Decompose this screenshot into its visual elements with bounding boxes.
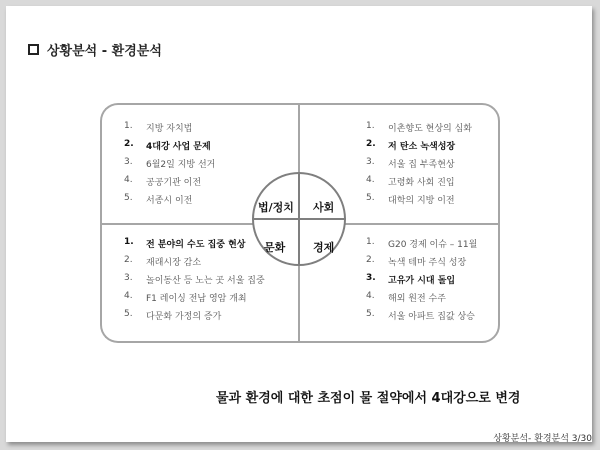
headline: 물과 환경에 대한 초점이 물 절약에서 4대강으로 변경 bbox=[216, 391, 521, 406]
slide-title-text: 상황분석 - 환경분석 bbox=[47, 44, 162, 59]
circle-divider-vertical bbox=[298, 172, 300, 266]
list-item: 3. 놀이동산 등 노는 곳 서울 집중 bbox=[124, 273, 265, 286]
list-economy bbox=[366, 237, 477, 327]
list-item: 1. 전 분야의 수도 집중 현상 bbox=[124, 237, 246, 250]
circle-label-society: 사회 bbox=[313, 201, 335, 214]
list-item: 3. 6월2일 지방 선거 bbox=[124, 157, 216, 170]
slide-title bbox=[28, 40, 162, 59]
list-item: 4. 고령화 사회 진입 bbox=[366, 175, 455, 188]
list-item: 2. 저 탄소 녹색성장 bbox=[366, 139, 456, 152]
circle-label-economy: 경제 bbox=[313, 241, 335, 254]
list-item: 2. 4대강 사업 문제 bbox=[124, 139, 211, 152]
list-item: 1. 이촌향도 현상의 심화 bbox=[366, 121, 472, 134]
list-politics bbox=[124, 121, 215, 211]
list-item: 4. 해외 원전 수주 bbox=[366, 291, 446, 304]
list-item: 1. 지방 자치법 bbox=[124, 121, 193, 134]
list-item: 5. 다문화 가정의 증가 bbox=[124, 309, 222, 322]
circle-label-politics: 법/정치 bbox=[258, 201, 294, 214]
footer-page-label: 상황분석- 환경분석 3/30 bbox=[493, 434, 592, 444]
list-item: 4. 공공기관 이전 bbox=[124, 175, 202, 188]
list-item: 1. G20 경제 이슈 – 11월 bbox=[366, 237, 478, 250]
list-item: 5. 대학의 지방 이전 bbox=[366, 193, 455, 206]
list-item: 5. 서종시 이전 bbox=[124, 193, 193, 206]
circle-label-culture: 문화 bbox=[264, 241, 286, 254]
square-bullet-icon bbox=[28, 44, 39, 55]
list-item: 3. 고유가 시대 돌입 bbox=[366, 273, 456, 286]
list-item: 3. 서울 집 부족현상 bbox=[366, 157, 455, 170]
list-item: 4. F1 레이싱 전남 영암 개최 bbox=[124, 291, 247, 304]
list-item: 5. 서울 아파트 집값 상승 bbox=[366, 309, 475, 322]
list-culture bbox=[124, 237, 265, 327]
list-item: 2. 녹색 테마 주식 성장 bbox=[366, 255, 467, 268]
list-item: 2. 재래시장 감소 bbox=[124, 255, 202, 268]
list-society bbox=[366, 121, 472, 211]
